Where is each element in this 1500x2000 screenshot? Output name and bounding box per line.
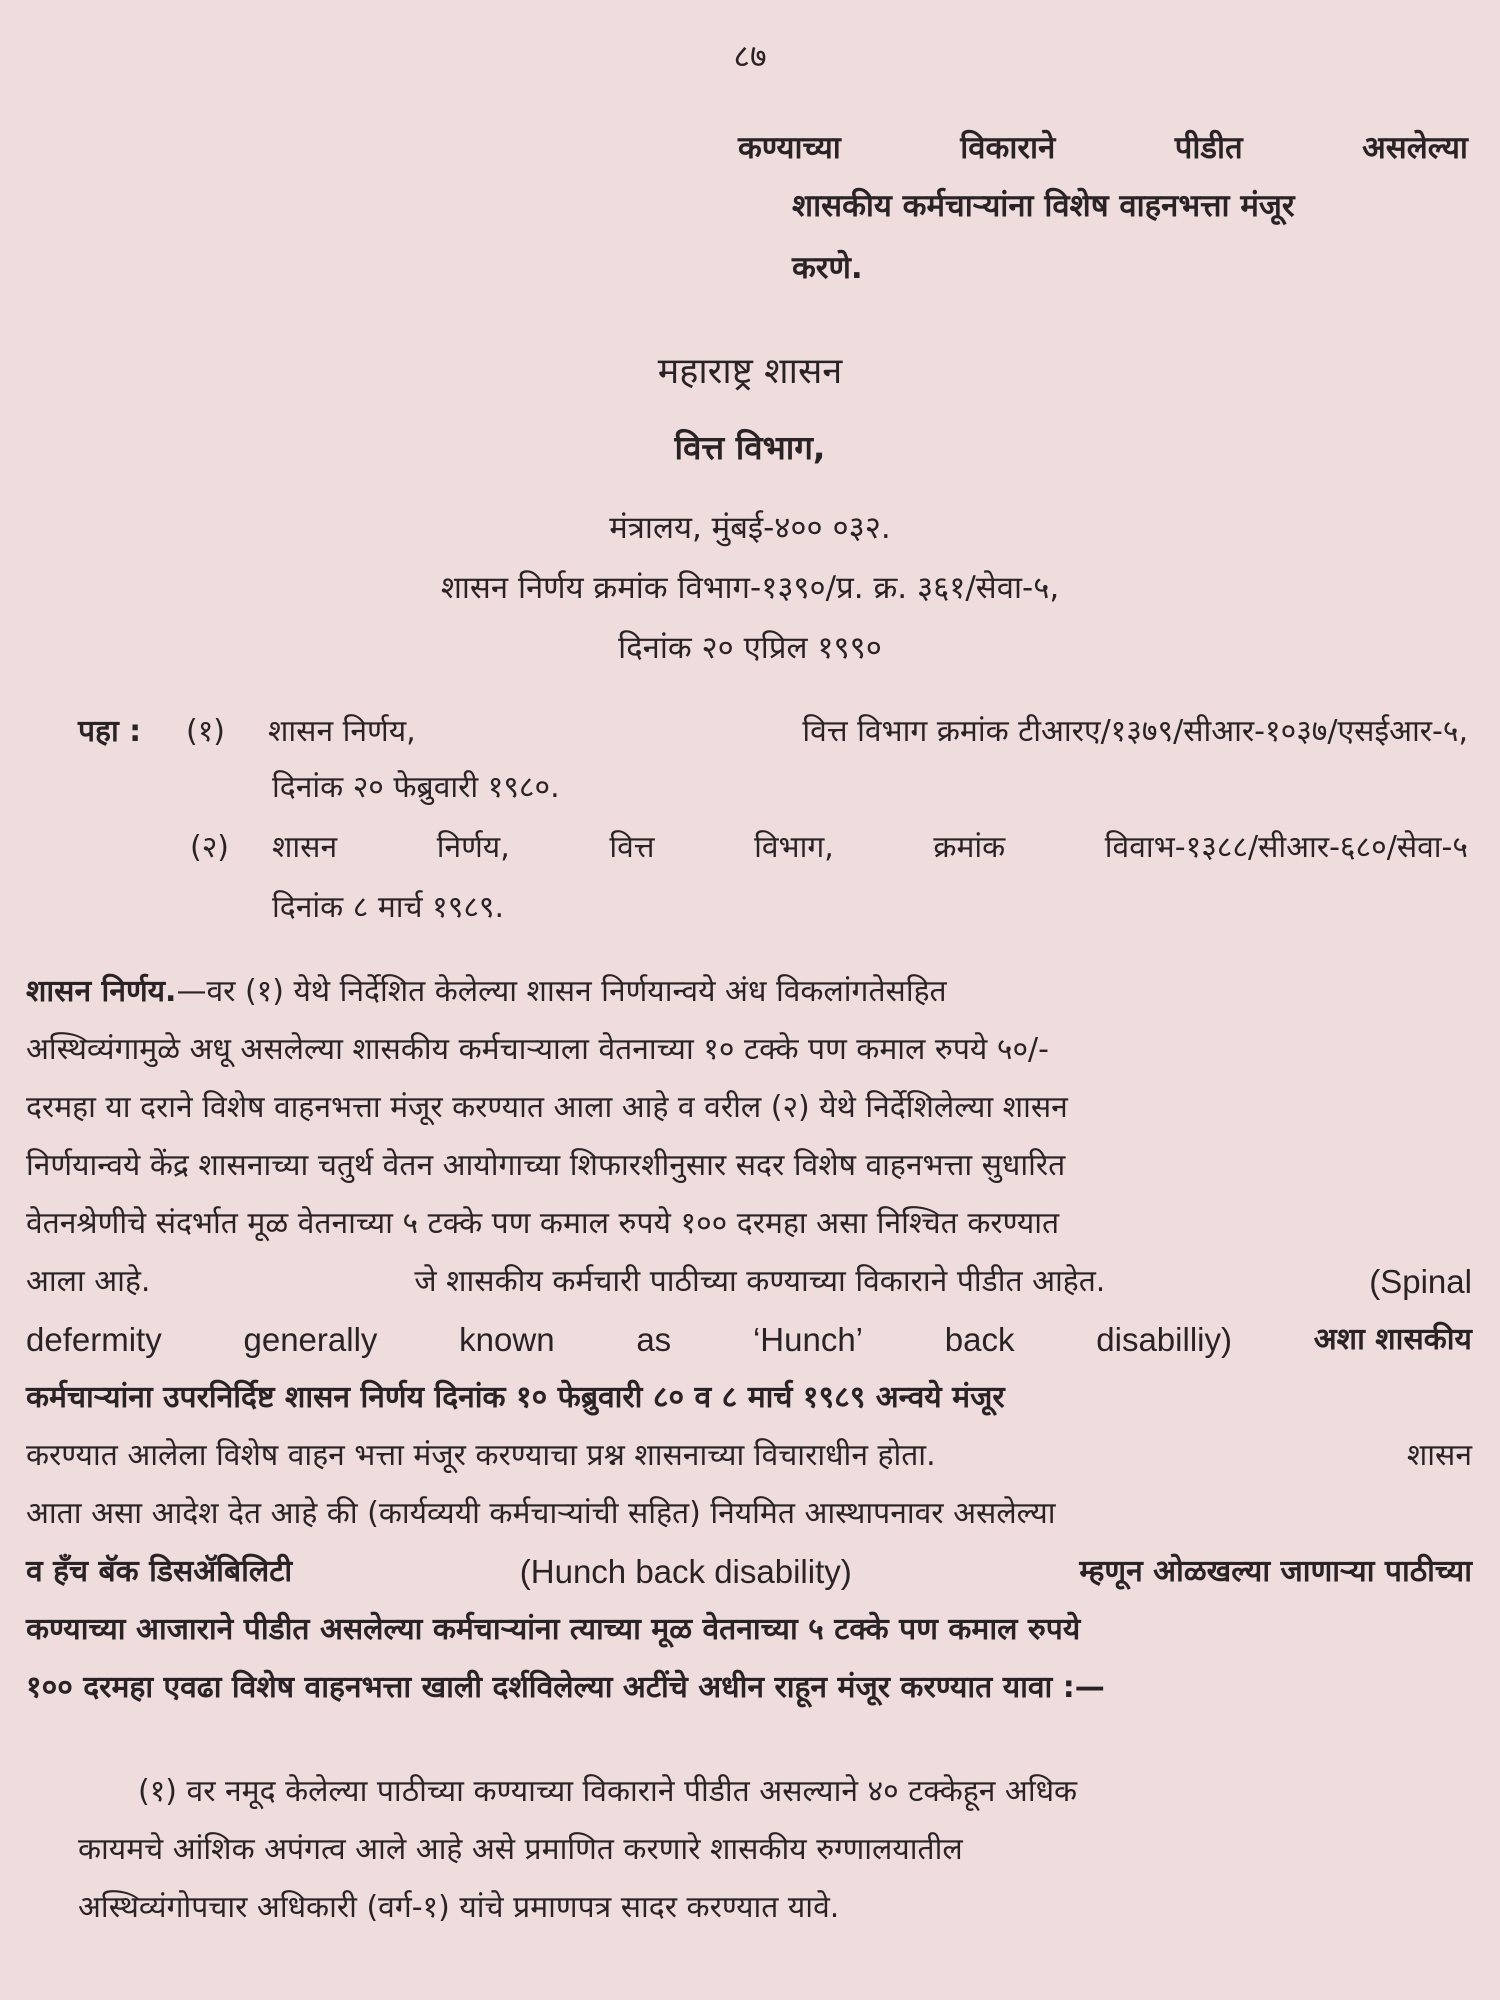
decision-line-11 xyxy=(26,1552,1472,1592)
subject-line-1 xyxy=(738,128,1468,168)
decision-text: (Spinal xyxy=(1369,1263,1472,1300)
address: मंत्रालय, मुंबई-४०० ०३२. xyxy=(609,510,891,546)
subject-word: कण्याच्या xyxy=(738,130,841,166)
reference-2-line-1 xyxy=(272,828,1468,868)
subject-word: पीडीत xyxy=(1174,130,1243,166)
subject-line-3: करणे. xyxy=(792,250,863,286)
subject-line-2: शासकीय कर्मचाऱ्यांना विशेष वाहनभत्ता मंजूर xyxy=(792,188,1295,224)
decision-line-13: १०० दरमहा एवढा विशेष वाहनभत्ता खाली दर्शविलेल्या अटींचे अधीन राहून मंजूर करण्यात यावा :— xyxy=(26,1670,1105,1705)
reference-word: विभाग, xyxy=(754,830,834,865)
decision-line-5: वेतनश्रेणीचे संदर्भात मूळ वेतनाच्या ५ टक्के पण कमाल रुपये १०० दरमहा असा निश्चित करण्यात xyxy=(26,1206,1060,1241)
decision-line-2: अस्थिव्यंगामुळे अधू असलेल्या शासकीय कर्मचाऱ्याला वेतनाच्या १० टक्के पण कमाल रुपये ५०/- xyxy=(26,1032,1049,1067)
decision-word: defermity xyxy=(26,1321,162,1358)
reference-text: वित्त विभाग क्रमांक टीआरए/१३७९/सीआर-१०३७/एसईआर-५, xyxy=(802,714,1468,749)
decision-line-10: आता असा आदेश देत आहे की (कार्यव्ययी कर्मचाऱ्यांची सहित) नियमित आस्थापनावर असलेल्या xyxy=(26,1496,1056,1531)
subject-word: असलेल्या xyxy=(1362,130,1468,166)
reference-word: वित्त xyxy=(609,830,655,865)
gr-date: दिनांक २० एप्रिल १९९० xyxy=(618,630,882,666)
decision-word: known xyxy=(459,1321,555,1358)
decision-word: ‘Hunch’ xyxy=(752,1321,864,1358)
decision-text: करण्यात आलेला विशेष वाहन भत्ता मंजूर करण्याचा प्रश्न शासनाच्या विचाराधीन होता. xyxy=(26,1438,936,1473)
condition-1-line-2: कायमचे आंशिक अपंगत्व आले आहे असे प्रमाणित करणारे शासकीय रुग्णालयातील xyxy=(78,1832,963,1867)
decision-line-12: कण्याच्या आजाराने पीडीत असलेल्या कर्मचाऱ्यांना त्याच्या मूळ वेतनाच्या ५ टक्के पण कमाल रुपये xyxy=(26,1612,1081,1647)
decision-line-4: निर्णयान्वये केंद्र शासनाच्या चतुर्थ वेतन आयोगाच्या शिफारशीनुसार सदर विशेष वाहनभत्ता सुधारित xyxy=(26,1148,1066,1183)
decision-line-1 xyxy=(26,972,1472,1012)
decision-text: जे शासकीय कर्मचारी पाठीच्या कण्याच्या विकाराने पीडीत आहेत. xyxy=(414,1264,1106,1299)
reference-text: शासन निर्णय, xyxy=(268,714,416,749)
decision-heading: शासन निर्णय. xyxy=(26,974,177,1009)
reference-1-line-2: दिनांक २० फेब्रुवारी १९८०. xyxy=(272,770,560,805)
decision-text: शासन xyxy=(1406,1438,1472,1473)
decision-word: अशा शासकीय xyxy=(1313,1322,1472,1357)
department: वित्त विभाग, xyxy=(674,428,826,467)
page-number: ८७ xyxy=(733,37,767,75)
decision-text: व हँच बॅक डिसॲबिलिटी xyxy=(26,1554,293,1589)
decision-text: —वर (१) येथे निर्देशित केलेल्या शासन निर्णयान्वये अंध विकलांगतेसहित xyxy=(176,974,947,1009)
decision-text xyxy=(26,972,947,1012)
reference-word: शासन xyxy=(272,830,338,865)
condition-1-line-3: अस्थिव्यंगोपचार अधिकारी (वर्ग-१) यांचे प्रमाणपत्र सादर करण्यात यावे. xyxy=(78,1890,840,1925)
reference-word: निर्णय, xyxy=(436,830,510,865)
decision-text: म्हणून ओळखल्या जाणाऱ्या पाठीच्या xyxy=(1079,1554,1472,1589)
decision-text: आला आहे. xyxy=(26,1264,151,1299)
reference-number: (१) xyxy=(186,714,226,749)
decision-word: disabilliy) xyxy=(1096,1321,1232,1358)
reference-2-line-2: दिनांक ८ मार्च १९८९. xyxy=(272,890,505,925)
reference-word: विवाभ-१३८८/सीआर-६८०/सेवा-५ xyxy=(1104,830,1468,865)
gr-number: शासन निर्णय क्रमांक विभाग-१३९०/प्र. क्र. ३६१/सेवा-५, xyxy=(440,570,1060,606)
decision-line-7 xyxy=(26,1320,1472,1360)
subject-word: विकाराने xyxy=(960,130,1056,166)
decision-word: generally xyxy=(243,1321,378,1358)
org-title: महाराष्ट्र शासन xyxy=(657,351,843,392)
reference-1-line-1 xyxy=(268,712,1468,752)
references-label: पहा : xyxy=(78,714,142,749)
decision-word: as xyxy=(636,1321,672,1358)
condition-1-line-1: (१) वर नमूद केलेल्या पाठीच्या कण्याच्या विकाराने पीडीत असल्याने ४० टक्केहून अधिक xyxy=(138,1774,1078,1809)
reference-word: क्रमांक xyxy=(933,830,1006,865)
decision-word: back xyxy=(944,1321,1015,1358)
reference-number: (२) xyxy=(190,830,230,865)
decision-line-3: दरमहा या दराने विशेष वाहनभत्ता मंजूर करण्यात आला आहे व वरील (२) येथे निर्देशिलेल्या शासन xyxy=(26,1090,1068,1125)
decision-line-6 xyxy=(26,1262,1472,1302)
decision-line-9 xyxy=(26,1436,1472,1476)
decision-line-8: कर्मचाऱ्यांना उपरनिर्दिष्ट शासन निर्णय दिनांक १० फेब्रुवारी ८० व ८ मार्च १९८९ अन्वये मंजूर xyxy=(26,1380,1005,1415)
decision-text: (Hunch back disability) xyxy=(519,1553,852,1590)
